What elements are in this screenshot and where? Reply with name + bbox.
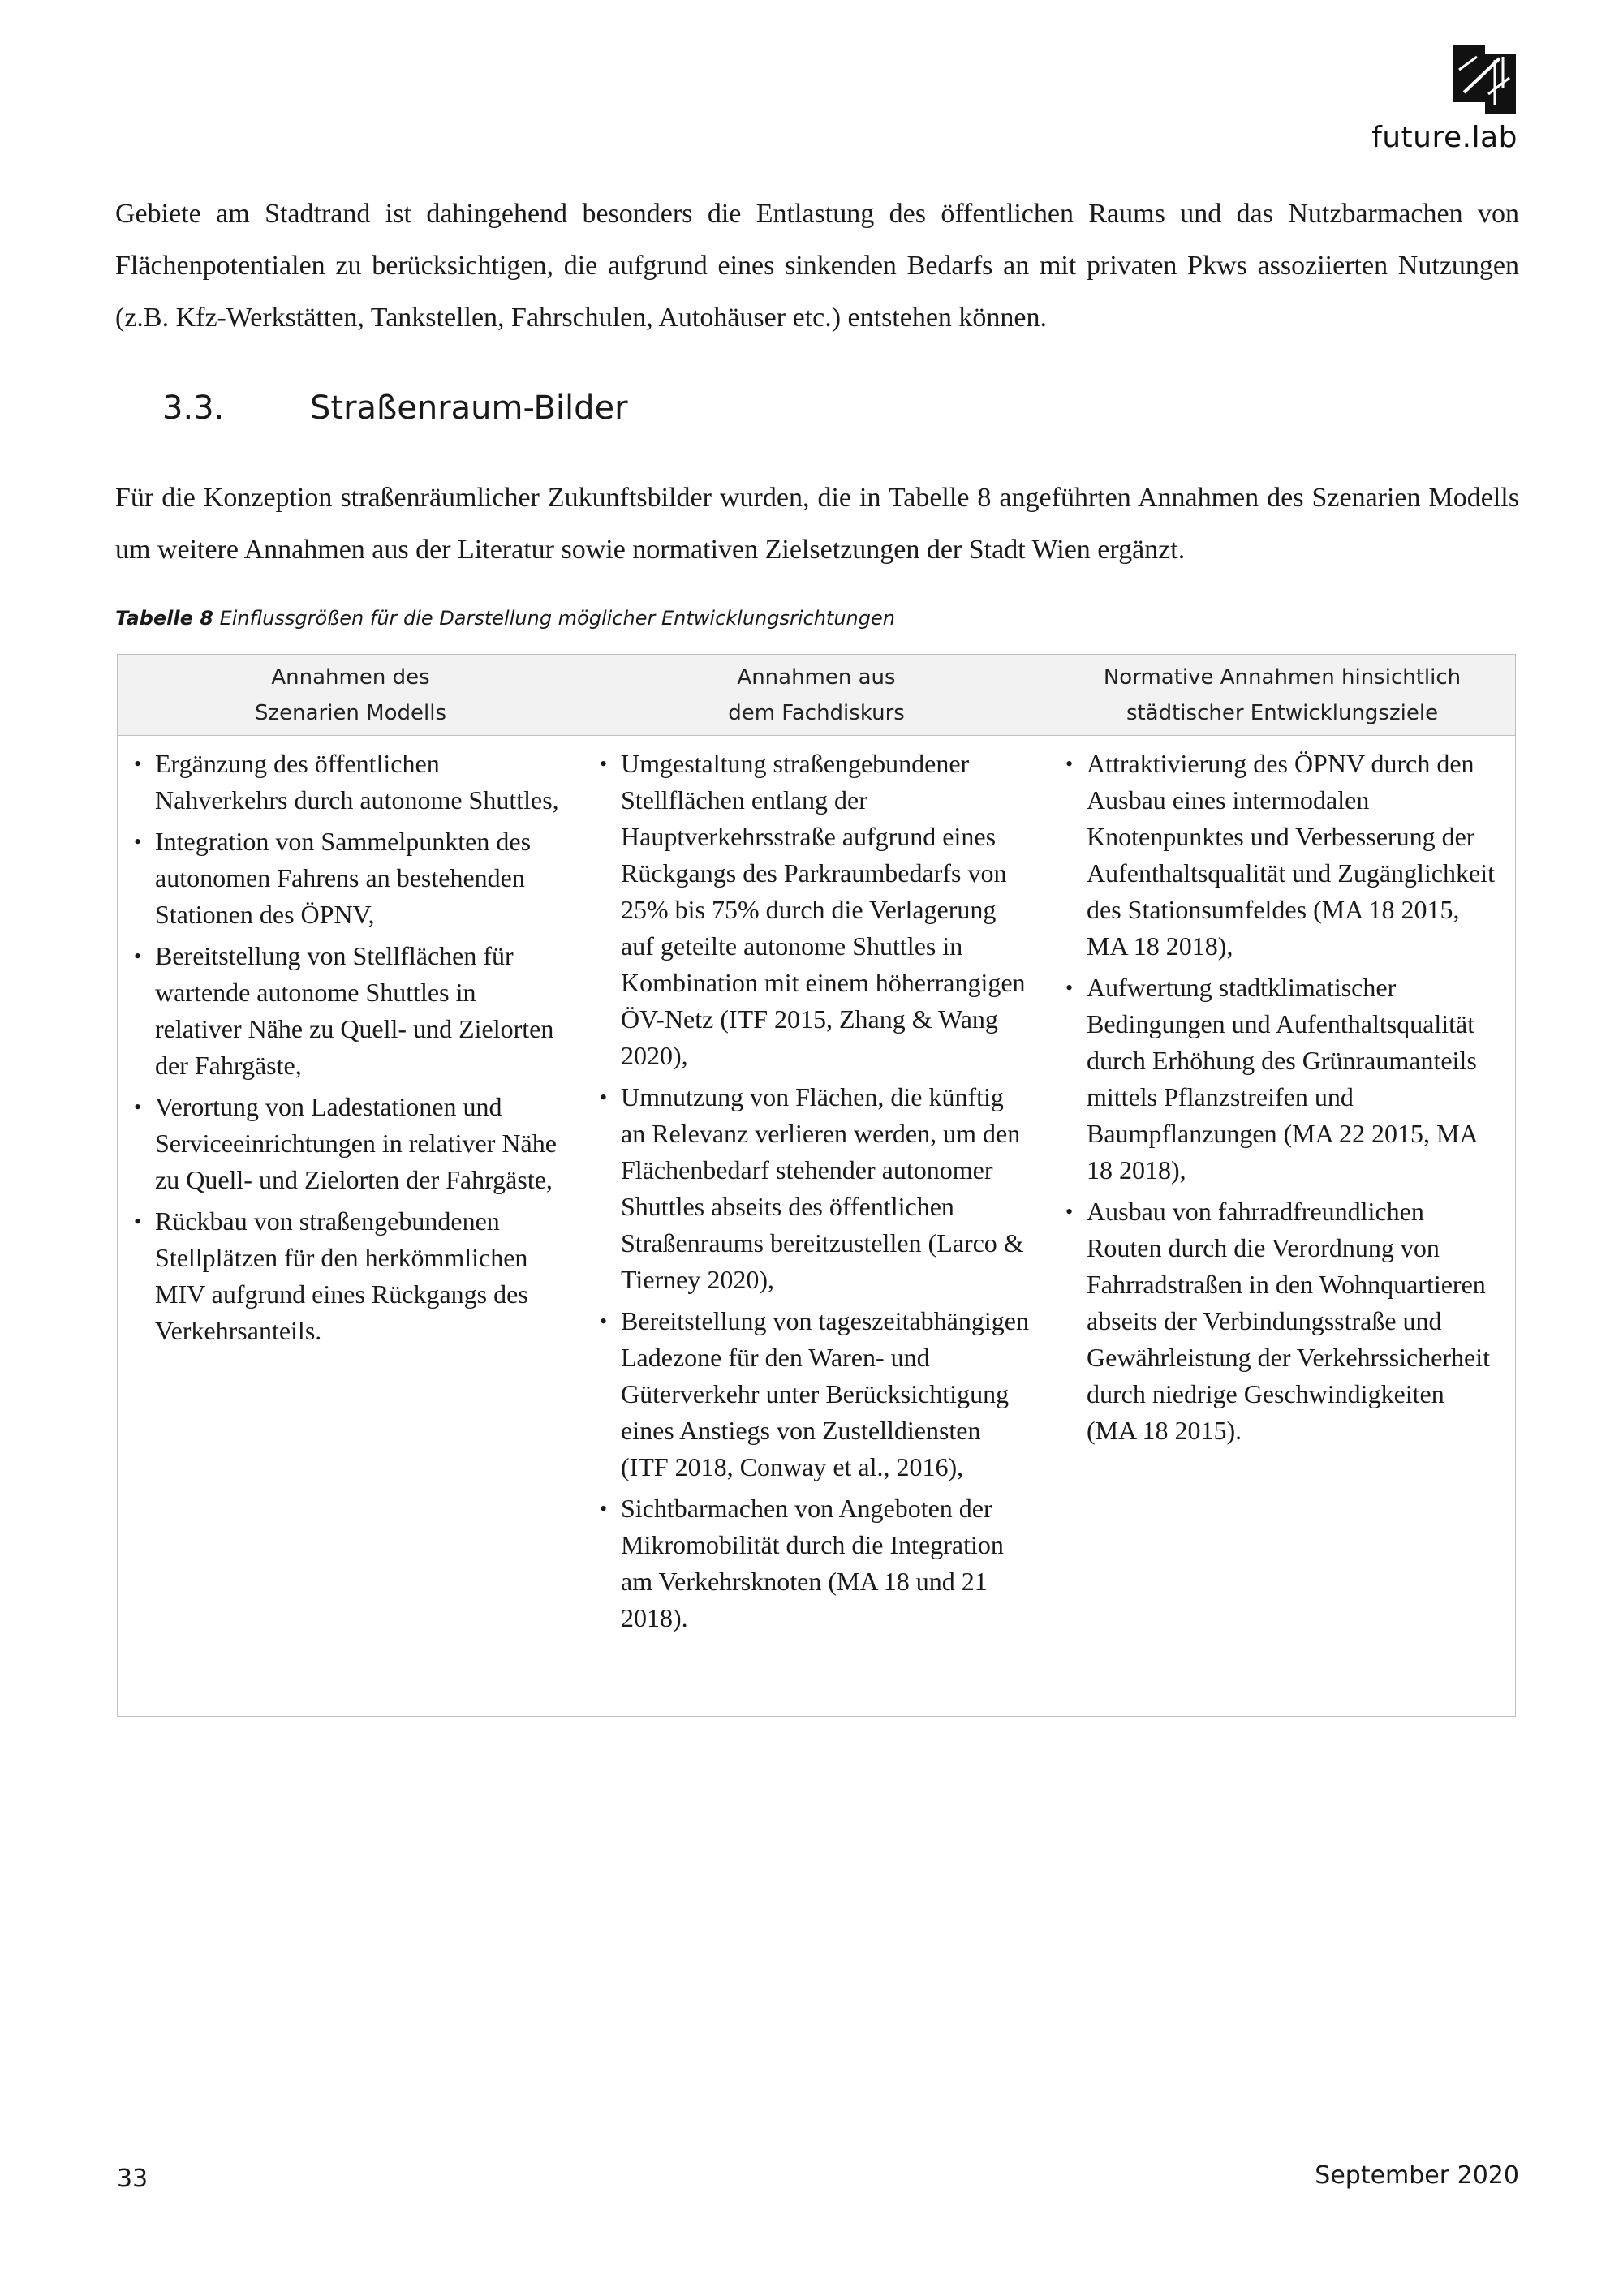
table-header-cell: Annahmen aus dem Fachdiskurs	[728, 664, 905, 725]
bullet-list	[1061, 746, 1499, 1449]
list-item: • Aufwertung stadtklimatischer Bedingungen und Aufenthaltsqualität durch Erhöhung des Grünraumanteils mittels Pflanzstreifen und Baumpflanzungen (MA 22 2015, MA 18 2018),	[1061, 970, 1499, 1189]
list-item: • Umnutzung von Flächen, die künftig an Relevanz verlieren werden, um den Flächenbedarf stehender autonomer Shuttles abseits des öffentlichen Straßenraums bereitzustellen (Larco & Tierney 2020),	[595, 1079, 1033, 1298]
list-item: • Integration von Sammelpunkten des autonomen Fahrens an bestehenden Stationen des ÖPNV,	[129, 823, 567, 933]
table-header-row	[118, 655, 1515, 736]
list-item: • Rückbau von straßengebundenen Stellplätzen für den herkömmlichen MIV aufgrund eines Rückgangs des Verkehrsanteils.	[129, 1203, 567, 1349]
assumptions-table	[117, 654, 1516, 1717]
table-body-row	[118, 736, 1515, 1641]
table-caption-text: Einflussgrößen für die Darstellung möglicher Entwicklungsrichtungen	[213, 607, 895, 630]
bullet-list	[129, 746, 567, 1349]
list-item: • Ergänzung des öffentlichen Nahverkehrs durch autonome Shuttles,	[129, 746, 567, 819]
section-title: Straßenraum-Bilder	[310, 389, 628, 427]
bullet-list	[595, 746, 1033, 1636]
table-column-discourse	[583, 736, 1049, 1641]
list-item: • Ausbau von fahrradfreundlichen Routen durch die Verordnung von Fahrradstraßen in den Wohnquartieren abseits der Verbindungsstraße und Gewährleistung der Verkehrssicherheit durch niedrige Geschwindigkeiten (MA 18 2015).	[1061, 1193, 1499, 1449]
list-item: • Umgestaltung straßengebundener Stellflächen entlang der Hauptverkehrsstraße aufgrund eines Rückgangs des Parkraumbedarfs von 25% bis 75% durch die Verlagerung auf geteilte autonome Shuttles in Kombination mit einem höherrangigen ÖV-Netz (ITF 2015, Zhang & Wang 2020),	[595, 746, 1033, 1074]
list-item: • Bereitstellung von tageszeitabhängigen Ladezone für den Waren- und Güterverkehr unter Berücksichtigung eines Anstiegs von Zustelldiensten (ITF 2018, Conway et al., 2016),	[595, 1303, 1033, 1486]
future-lab-logo	[1347, 45, 1518, 159]
page-number: 33	[117, 2165, 149, 2193]
table-column-scenario-model	[118, 736, 583, 1641]
list-item: • Sichtbarmachen von Angeboten der Mikromobilität durch die Integration am Verkehrsknoten (MA 18 und 21 2018).	[595, 1490, 1033, 1636]
table-header-cell: Annahmen des Szenarien Modells	[254, 664, 447, 725]
logo-text: future.lab	[1371, 121, 1518, 154]
table-column-normative	[1049, 736, 1515, 1641]
list-item: • Attraktivierung des ÖPNV durch den Ausbau eines intermodalen Knotenpunktes und Verbesserung der Aufenthaltsqualität und Zugänglichkeit des Stationsumfeldes (MA 18 2015, MA 18 2018),	[1061, 746, 1499, 965]
footer-date: September 2020	[1315, 2161, 1519, 2190]
section-number: 3.3.	[162, 389, 225, 427]
future-lab-building-icon	[1453, 45, 1516, 114]
table-caption-label: Tabelle 8	[115, 607, 213, 630]
intro-paragraph: Gebiete am Stadtrand ist dahingehend besonders die Entlastung des öffentlichen Raums und das Nutzbarmachen von Flächenpotentialen zu berücksichtigen, die aufgrund eines sinkenden Bedarfs an mit privaten Pkws assoziierten Nutzungen (z.B. Kfz-Werkstätten, Tankstellen, Fahrschulen, Autohäuser etc.) entstehen können.	[115, 199, 1519, 333]
section-paragraph: Für die Konzeption straßenräumlicher Zukunftsbilder wurden, die in Tabelle 8 angeführten Annahmen des Szenarien Modells um weitere Annahmen aus der Literatur sowie normativen Zielsetzungen der Stadt Wien ergänzt.	[115, 483, 1519, 565]
section-heading	[162, 389, 628, 427]
table-header-cell: Normative Annahmen hinsichtlich städtischer Entwicklungsziele	[1103, 664, 1462, 725]
list-item: • Verortung von Ladestationen und Serviceeinrichtungen in relativer Nähe zu Quell- und Zielorten der Fahrgäste,	[129, 1089, 567, 1198]
list-item: • Bereitstellung von Stellflächen für wartende autonome Shuttles in relativer Nähe zu Quell- und Zielorten der Fahrgäste,	[129, 938, 567, 1084]
table-caption	[115, 607, 895, 630]
